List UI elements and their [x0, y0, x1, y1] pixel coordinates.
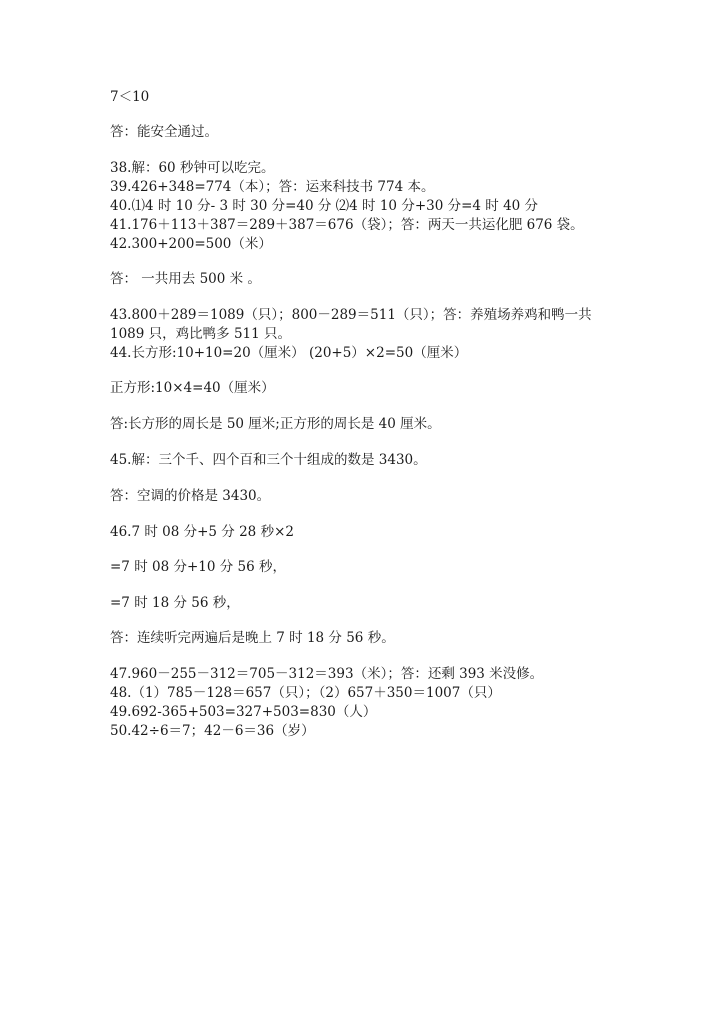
- answer-line: 答:长方形的周长是 50 厘米;正方形的周长是 40 厘米。: [110, 416, 441, 432]
- answer-line: 答： 一共用去 500 米 。: [110, 271, 261, 287]
- answer-line: 42.300+200=500（米）: [110, 236, 272, 252]
- answer-line: 41.176＋113＋387＝289＋387＝676（袋）；答：两天一共运化肥 676 袋。: [110, 217, 584, 233]
- answer-line: 40.⑴4 时 10 分- 3 时 30 分=40 分 ⑵4 时 10 分+30 分=4 时 40 分: [110, 198, 539, 214]
- answer-line: 7＜10: [110, 89, 150, 105]
- answer-line: 答：连续听完两遍后是晚上 7 时 18 分 56 秒。: [110, 630, 395, 646]
- answer-line: 答：能安全通过。: [110, 124, 218, 140]
- answer-line: 47.960－255－312＝705－312＝393（米）；答：还剩 393 米没修。: [110, 666, 544, 682]
- answer-line: 45.解：三个千、四个百和三个十组成的数是 3430。: [110, 452, 427, 468]
- answer-line: 49.692-365+503=327+503=830（人）: [110, 704, 377, 720]
- answer-line: 39.426+348=774（本）；答：运来科技书 774 本。: [110, 179, 435, 195]
- answer-line: 50.42÷6＝7；42－6＝36（岁）: [110, 723, 315, 739]
- answer-line: 答：空调的价格是 3430。: [110, 488, 271, 504]
- answer-line: 38.解：60 秒钟可以吃完。: [110, 160, 275, 176]
- answer-line: 43.800＋289＝1089（只）；800－289＝511（只）；答：养殖场养鸡和鸭一共: [110, 307, 592, 323]
- answer-line: 正方形:10×4=40（厘米）: [110, 380, 275, 396]
- answer-line: 48.（1）785－128＝657（只）；（2）657＋350＝1007（只）: [110, 685, 501, 701]
- answer-line: =7 时 18 分 56 秒，: [110, 595, 240, 611]
- answer-line: 1089 只，鸡比鸭多 511 只。: [110, 326, 291, 342]
- answer-line: 46.7 时 08 分+5 分 28 秒×2: [110, 524, 294, 540]
- answer-line: =7 时 08 分+10 分 56 秒，: [110, 559, 286, 575]
- answer-line: 44.长方形:10+10=20（厘米） (20+5）×2=50（厘米）: [110, 345, 468, 361]
